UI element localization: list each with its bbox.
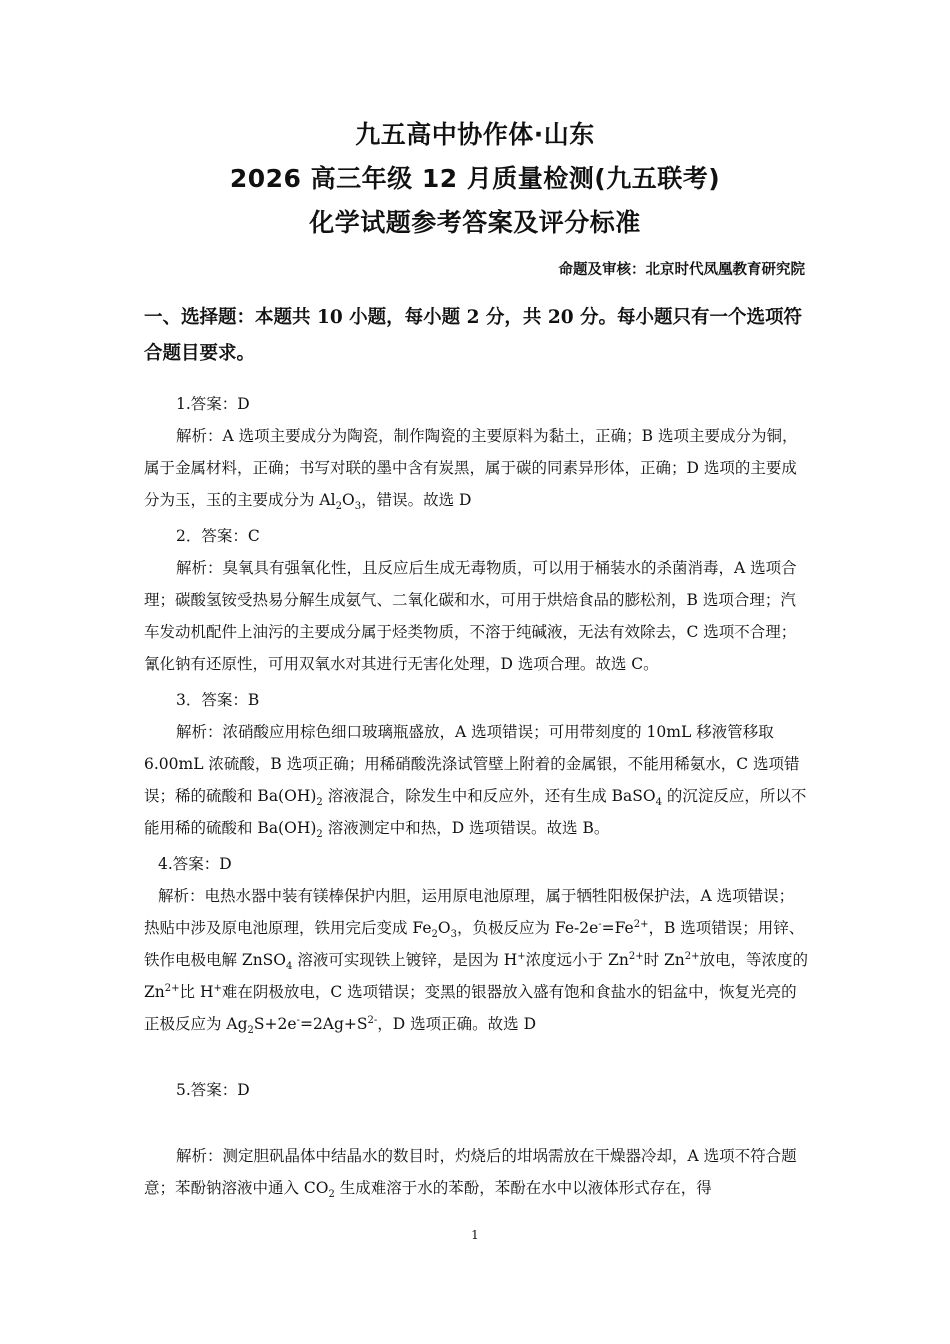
- explanation: 解析：臭氧具有强氧化性，且反应后生成无毒物质，可以用于桶装水的杀菌消毒，A 选项合理；碳酸氢铵受热易分解生成氨气、二氧化碳和水，可用于烘焙食品的膨松剂，B 选项合理；汽车发动机配件上油污的主要成分属于烃类物质，不溶于纯碱液，无法有效除去，C 选项不合理；氰化钠有还原性，可用双氧水对其进行无害化处理，D 选项合理。故选 C。: [144, 559, 797, 673]
- author-credit: 命题及审核：北京时代凤凰教育研究院: [558, 261, 805, 278]
- question-5: [144, 1074, 809, 1204]
- question-3: [144, 684, 809, 844]
- question-1: [144, 388, 809, 516]
- explanation: 解析：A 选项主要成分为陶瓷，制作陶瓷的主要原料为黏土，正确；B 选项主要成分为铜，属于金属材料，正确；书写对联的墨中含有炭黑，属于碳的同素异形体，正确；D 选项的主要成分为玉，玉的主要成分为 $Al_2O_3$，错误。故选 D: [144, 427, 798, 513]
- answer-line: 1.答案：D: [176, 395, 250, 413]
- explanation: 解析：测定胆矾晶体中结晶水的数目时，灼烧后的坩埚需放在干燥器冷却，A 选项不符合题意；苯酚钠溶液中通入 $CO_2$ 生成难溶于水的苯酚，苯酚在水中以液体形式存在，得: [144, 1147, 797, 1201]
- answer-line: 5.答案：D: [176, 1081, 250, 1099]
- answer-line: 3．答案：B: [176, 691, 260, 709]
- title-line-2: 2026 高三年级 12 月质量检测(九五联考): [229, 164, 721, 193]
- title-line-3: 化学试题参考答案及评分标准: [309, 208, 641, 237]
- answer-line: 4.答案：D: [158, 855, 232, 873]
- page-number: 1: [471, 1228, 479, 1242]
- answer-line: 2．答案：C: [176, 527, 260, 545]
- title-block: [0, 113, 950, 245]
- question-4: [144, 848, 809, 1040]
- answer-body: [144, 388, 809, 1204]
- explanation: 解析：电热水器中装有镁棒保护内胆，运用原电池原理，属于牺牲阳极保护法，A 选项错误；热贴中涉及原电池原理，铁用完后变成 $Fe_2O_3$，负极反应为 $Fe-2e^-=Fe^{2+}$，B 选项错误；用锌、铁作电极电解 ZnSO$_4$ 溶液可实现铁上镀锌，是因为 H+浓度远小于 $Zn^{2+}$时 $Zn^{2+}$放电，等浓度的 $Zn^{2+}$比 H+难在阴极放电，C 选项错误；变黑的银器放入盛有饱和食盐水的铝盆中，恢复光亮的正极反应为 $Ag_2S+2e^-=2Ag+S^{2-}$，D 选项正确。故选 D: [144, 887, 809, 1037]
- section-heading: 一、选择题：本题共 10 小题，每小题 2 分，共 20 分。每小题只有一个选项符合题目要求。: [144, 307, 803, 364]
- title-line-1: 九五高中协作体·山东: [355, 120, 595, 149]
- question-2: [144, 520, 809, 680]
- explanation: 解析：浓硝酸应用棕色细口玻璃瓶盛放，A 选项错误；可用带刻度的 10mL 移液管移取 6.00mL 浓硫酸，B 选项正确；用稀硝酸洗涤试管壁上附着的金属银，不能用稀氨水，C 选项错误；稀的硫酸和 $Ba(OH)_2$ 溶液混合，除发生中和反应外，还有生成 BaSO$_4$ 的沉淀反应，所以不能用稀的硫酸和 $Ba(OH)_2$ 溶液测定中和热，D 选项错误。故选 B。: [144, 723, 807, 841]
